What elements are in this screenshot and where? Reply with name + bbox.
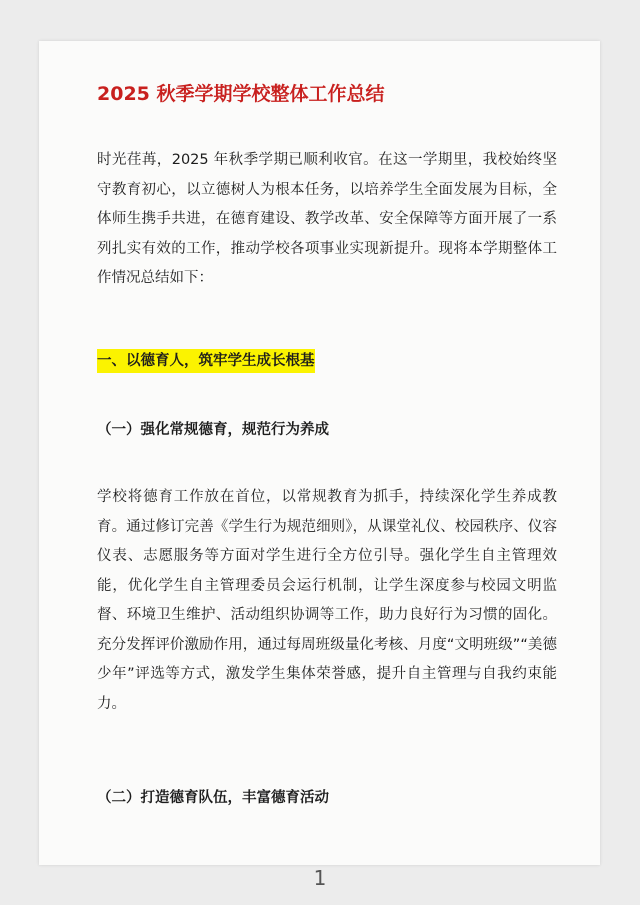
subsection-heading-1: （一）强化常规德育，规范行为养成 xyxy=(97,422,329,438)
subsection-heading-2: （二）打造德育队伍，丰富德育活动 xyxy=(97,790,329,806)
subsection-1-paragraph: 学校将德育工作放在首位，以常规教育为抓手，持续深化学生养成教育。通过修订完善《学生行为规范细则》，从课堂礼仪、校园秩序、仪容仪表、志愿服务等方面对学生进行全方位引导。强化学生自主管理效能，优化学生自主管理委员会运行机制，让学生深度参与校园文明监督、环境卫生维护、活动组织协调等工作，助力良好行为习惯的固化。充分发挥评价激励作用，通过每周班级量化考核、月度“文明班级”“美德少年”评选等方式，激发学生集体荣誉感，提升自主管理与自我约束能力。 xyxy=(97,489,557,712)
page-number: 1 xyxy=(313,866,327,890)
section-heading-highlighted: 一、以德育人，筑牢学生成长根基 xyxy=(97,349,315,373)
document-page xyxy=(39,41,600,865)
intro-paragraph: 时光荏苒，2025 年秋季学期已顺利收官。在这一学期里，我校始终坚守教育初心，以立德树人为根本任务，以培养学生全面发展为目标，全体师生携手共进，在德育建设、教学改革、安全保障等方面开展了一系列扎实有效的工作，推动学校各项事业实现新提升。现将本学期整体工作情况总结如下： xyxy=(97,152,557,286)
document-title: 2025 秋季学期学校整体工作总结 xyxy=(97,83,385,105)
